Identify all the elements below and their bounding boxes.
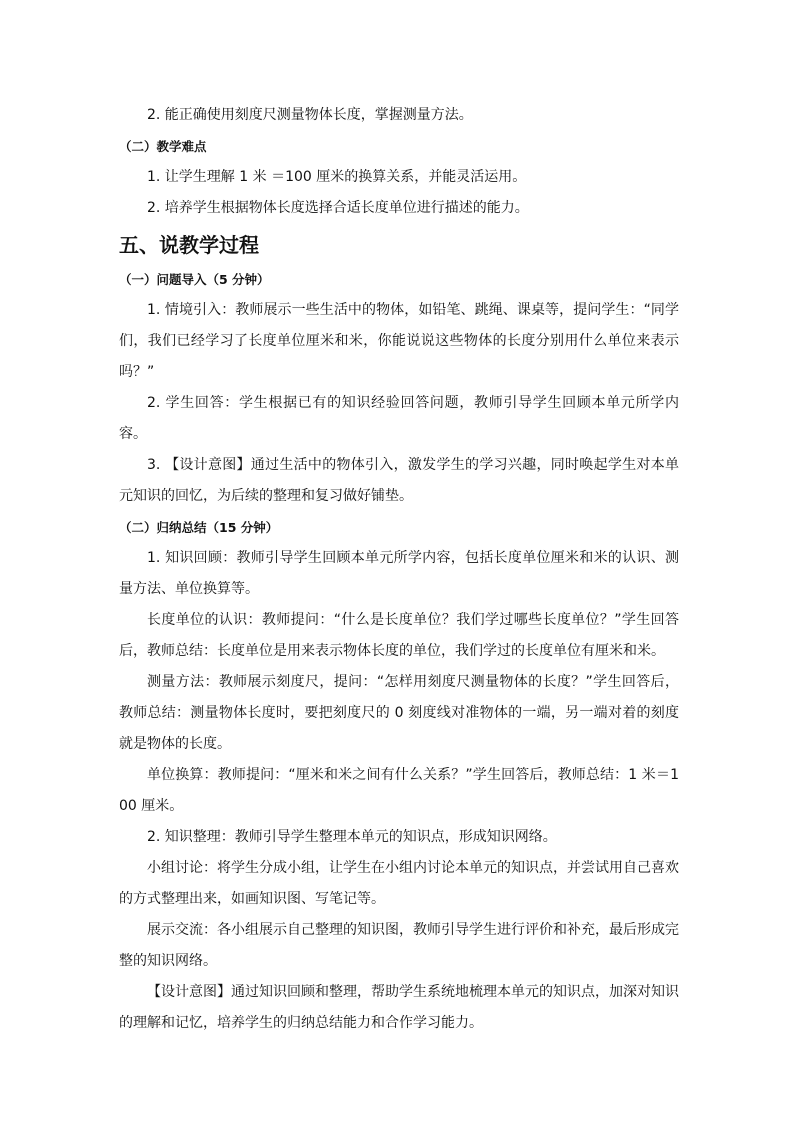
subheading-teaching-difficulty: （二）教学难点	[119, 139, 207, 154]
subheading-intro: （一）问题导入（5 分钟）	[119, 272, 270, 287]
document-body	[119, 100, 679, 1039]
paragraph-intro-3: 3. 【设计意图】通过生活中的物体引入，激发学生的学习兴趣，同时唤起学生对本单元知识的回忆，为后续的整理和复习做好铺垫。	[119, 457, 679, 504]
paragraph-difficulty-1: 1. 让学生理解 1 米 ＝100 厘米的换算关系，并能灵活运用。	[147, 169, 527, 185]
section-heading-teaching-process: 五、说教学过程	[119, 233, 259, 257]
paragraph-summary-2: 2. 知识整理：教师引导学生整理本单元的知识点，形成知识网络。	[147, 829, 557, 845]
paragraph-intro-1: 1. 情境引入：教师展示一些生活中的物体，如铅笔、跳绳、课桌等，提问学生：“同学们，我们已经学习了长度单位厘米和米，你能说说这些物体的长度分别用什么单位来表示吗？”	[119, 302, 679, 380]
paragraph-design-intent: 【设计意图】通过知识回顾和整理，帮助学生系统地梳理本单元的知识点，加深对知识的理解和记忆，培养学生的归纳总结能力和合作学习能力。	[119, 984, 679, 1031]
subheading-summary: （二）归纳总结（15 分钟）	[119, 520, 279, 535]
paragraph-summary-method: 测量方法：教师展示刻度尺，提问：“怎样用刻度尺测量物体的长度？”学生回答后，教师总结：测量物体长度时，要把刻度尺的 0 刻度线对准物体的一端，另一端对着的刻度就是物体的长度。	[119, 674, 679, 752]
paragraph-intro-2: 2. 学生回答：学生根据已有的知识经验回答问题，教师引导学生回顾本单元所学内容。	[119, 395, 679, 442]
paragraph-summary-1: 1. 知识回顾：教师引导学生回顾本单元所学内容，包括长度单位厘米和米的认识、测量方法、单位换算等。	[119, 550, 679, 597]
paragraph-summary-units: 长度单位的认识：教师提问：“什么是长度单位？我们学过哪些长度单位？”学生回答后，教师总结：长度单位是用来表示物体长度的单位，我们学过的长度单位有厘米和米。	[119, 612, 679, 659]
paragraph-measure-method: 2. 能正确使用刻度尺测量物体长度，掌握测量方法。	[147, 107, 473, 123]
paragraph-difficulty-2: 2. 培养学生根据物体长度选择合适长度单位进行描述的能力。	[147, 200, 529, 216]
paragraph-summary-convert: 单位换算：教师提问：“厘米和米之间有什么关系？”学生回答后，教师总结：1 米＝100 厘米。	[119, 767, 679, 814]
paragraph-group-discussion: 小组讨论：将学生分成小组，让学生在小组内讨论本单元的知识点，并尝试用自己喜欢的方式整理出来，如画知识图、写笔记等。	[119, 860, 679, 907]
paragraph-show-exchange: 展示交流：各小组展示自己整理的知识图，教师引导学生进行评价和补充，最后形成完整的知识网络。	[119, 922, 679, 969]
